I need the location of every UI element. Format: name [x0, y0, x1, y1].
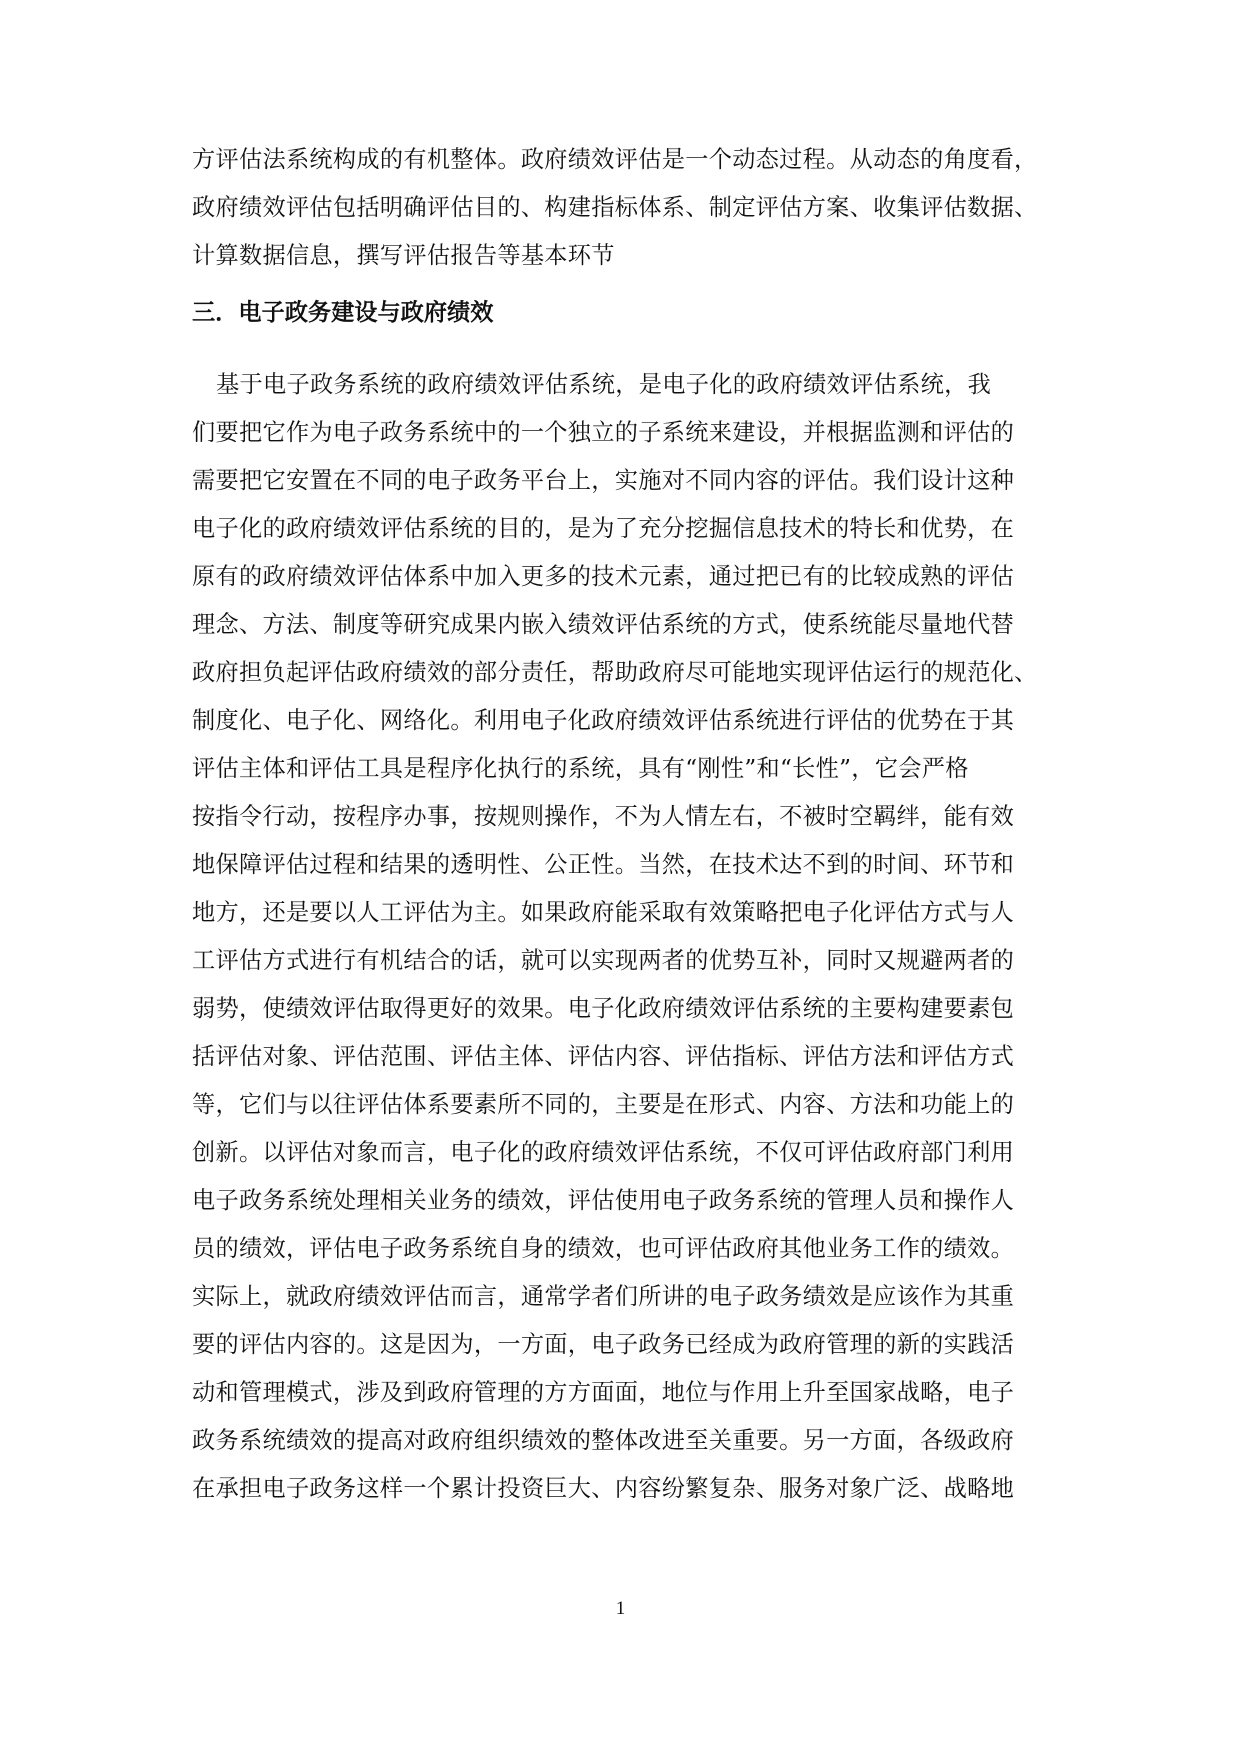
paragraph-line-16: 等，它们与以往评估体系要素所不同的，主要是在形式、内容、方法和功能上的 — [192, 1091, 1015, 1118]
paragraph-line-20: 实际上，就政府绩效评估而言，通常学者们所讲的电子政务绩效是应该作为其重 — [192, 1283, 1015, 1310]
paragraph-line-22: 动和管理模式，涉及到政府管理的方方面面，地位与作用上升至国家战略，电子 — [192, 1379, 1015, 1406]
paragraph-line-9: 评估主体和评估工具是程序化执行的系统，具有“刚性”和“长性”，它会严格 — [192, 755, 969, 782]
intro-line-1: 方评估法系统构成的有机整体。政府绩效评估是一个动态过程。从动态的角度看， — [192, 146, 1038, 173]
paragraph-line-11: 地保障评估过程和结果的透明性、公正性。当然，在技术达不到的时间、环节和 — [192, 851, 1015, 878]
paragraph-line-14: 弱势，使绩效评估取得更好的效果。电子化政府绩效评估系统的主要构建要素包 — [192, 995, 1015, 1022]
paragraph-line-3: 需要把它安置在不同的电子政务平台上，实施对不同内容的评估。我们设计这种 — [192, 467, 1015, 494]
paragraph-line-12: 地方，还是要以人工评估为主。如果政府能采取有效策略把电子化评估方式与人 — [192, 899, 1015, 926]
paragraph-line-5: 原有的政府绩效评估体系中加入更多的技术元素，通过把已有的比较成熟的评估 — [192, 563, 1015, 590]
intro-line-2: 政府绩效评估包括明确评估目的、构建指标体系、制定评估方案、收集评估数据、 — [192, 194, 1038, 221]
paragraph-line-6: 理念、方法、制度等研究成果内嵌入绩效评估系统的方式，使系统能尽量地代替 — [192, 611, 1015, 638]
paragraph-line-13: 工评估方式进行有机结合的话，就可以实现两者的优势互补，同时又规避两者的 — [192, 947, 1015, 974]
paragraph-line-18: 电子政务系统处理相关业务的绩效，评估使用电子政务系统的管理人员和操作人 — [192, 1187, 1015, 1214]
paragraph-line-17: 创新。以评估对象而言，电子化的政府绩效评估系统，不仅可评估政府部门利用 — [192, 1139, 1015, 1166]
paragraph-line-10: 按指令行动，按程序办事，按规则操作，不为人情左右，不被时空羁绊，能有效 — [192, 803, 1015, 830]
paragraph-line-24: 在承担电子政务这样一个累计投资巨大、内容纷繁复杂、服务对象广泛、战略地 — [192, 1475, 1015, 1502]
paragraph-line-2: 们要把它作为电子政务系统中的一个独立的子系统来建设，并根据监测和评估的 — [192, 419, 1015, 446]
paragraph-line-21: 要的评估内容的。这是因为，一方面，电子政务已经成为政府管理的新的实践活 — [192, 1331, 1015, 1358]
paragraph-line-8: 制度化、电子化、网络化。利用电子化政府绩效评估系统进行评估的优势在于其 — [192, 707, 1015, 734]
page-number: 1 — [615, 1598, 626, 1619]
paragraph-line-15: 括评估对象、评估范围、评估主体、评估内容、评估指标、评估方法和评估方式 — [192, 1043, 1015, 1070]
paragraph-line-19: 员的绩效，评估电子政务系统自身的绩效，也可评估政府其他业务工作的绩效。 — [192, 1235, 1015, 1262]
paragraph-line-4: 电子化的政府绩效评估系统的目的，是为了充分挖掘信息技术的特长和优势，在 — [192, 515, 1015, 542]
paragraph-line-7: 政府担负起评估政府绩效的部分责任，帮助政府尽可能地实现评估运行的规范化、 — [192, 659, 1038, 686]
intro-line-3: 计算数据信息，撰写评估报告等基本环节 — [192, 242, 615, 269]
section-heading: 三．电子政务建设与政府绩效 — [192, 299, 494, 326]
paragraph-line-1: 基于电子政务系统的政府绩效评估系统，是电子化的政府绩效评估系统，我 — [216, 371, 992, 398]
paragraph-line-23: 政务系统绩效的提高对政府组织绩效的整体改进至关重要。另一方面，各级政府 — [192, 1427, 1015, 1454]
